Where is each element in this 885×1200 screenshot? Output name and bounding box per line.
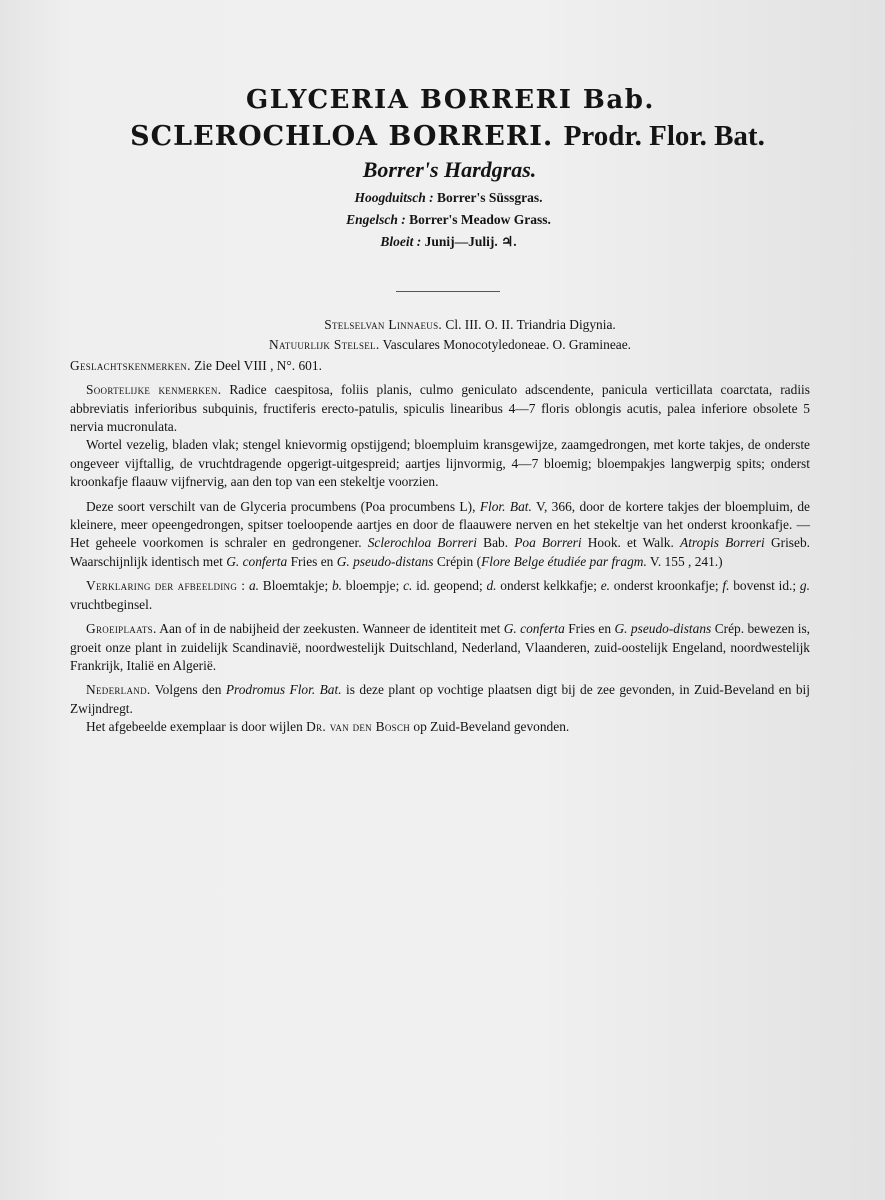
netherlands-text-a: Volgens den [154, 682, 222, 698]
synonym-authority: Griseb. Waarschijnlijk identisch met [70, 535, 810, 569]
natural-system [90, 336, 810, 354]
reference-pages: V. 155 , 241.) [649, 553, 723, 569]
figure-key: c. [403, 578, 413, 594]
figure-key: e. [600, 578, 611, 594]
genus-text: Zie Deel VIII , N°. 601. [194, 357, 322, 373]
habitat-text-a: Aan of in de nabijheid der zeekusten. Wanneer de identiteit met [159, 621, 501, 637]
name-german-text: Borrer's Süssgras. [437, 190, 543, 205]
flora-reference: Flor. Bat. [479, 498, 532, 514]
habitat-species-pseudo-distans: G. pseudo-distans [614, 621, 712, 637]
figure-item: Bloemtakje; [262, 578, 329, 594]
header [0, 84, 885, 253]
name-english-text: Borrer's Meadow Grass. [409, 212, 551, 227]
common-name: Borrer's Hardgras. [362, 157, 537, 182]
figure-key: a. [248, 578, 260, 594]
natural-text: Vasculares Monocotyledoneae. O. Gramineae. [382, 337, 631, 353]
species-text: Radice caespitosa, foliis planis, culmo geniculato adscendente, panicula verticillata coarctata, radiis abbreviatis inferioribus subquinis, fructiferis erecto-patulis, spiculis linearibus 4—7 floris oblongis acutis, palea inferiore obsolete 5 nervia mucronulata. [70, 382, 810, 435]
figure-item: bloempje; [345, 578, 400, 594]
netherlands-paragraph [70, 681, 810, 718]
collector-name: Dr. van den Bosch [306, 719, 411, 735]
figure-key: d. [486, 578, 497, 594]
linnaeus-label: Stelselvan Linnaeus. [324, 317, 443, 332]
figure-item: onderst kroonkafje; [613, 578, 719, 594]
figure-explanation [70, 577, 810, 614]
netherlands-text-b: is deze plant op vochtige plaatsen digt bij de zee gevonden, in Zuid-Beveland en bij Zwijndregt. [70, 682, 810, 716]
synonym-pseudo-distans: G. pseudo-distans [336, 553, 434, 569]
netherlands-label: Nederland. [86, 682, 151, 698]
habitat-species-conferta: G. conferta [503, 621, 565, 637]
synonym-conferta: G. conferta [226, 553, 288, 569]
main-text [70, 316, 810, 737]
habitat-paragraph [70, 620, 810, 675]
synonym-atropis: Atropis Borreri [680, 535, 765, 551]
figure-key: b. [331, 578, 343, 594]
difference-text-a: Deze soort verschilt van de Glyceria procumbens (Poa procumbens L), [86, 498, 476, 514]
figure-item: id. geopend; [416, 578, 483, 594]
natural-label: Natuurlijk Stelsel. [269, 337, 380, 353]
dutch-description: Wortel vezelig, bladen vlak; stengel knievormig opstijgend; bloempluim kransgewijze, zaamgedrongen, met korte takjes, de onderste ongeveer vijftallig, de vruchtdragende opgerigt-uitgespreid; aartjes lijnvormig, 4—7 bloemig; bloempakjes langwerpig spits; onderst kroonkafje flaauw vijfnervig, aan den top van een stekeltje voorzien. [70, 437, 810, 490]
specimen-text-a: Het afgebeelde exemplaar is door wijlen [86, 719, 303, 735]
species-paragraph [70, 381, 810, 436]
flore-belge-reference: Flore Belge étudiée par fragm. [481, 553, 647, 569]
figure-key: g. [799, 578, 810, 594]
figure-item: vruchtbeginsel. [70, 596, 153, 612]
synonym-authority: Fries en [290, 553, 334, 569]
divider-rule [396, 291, 500, 292]
habitat-text-c: Crép. bewezen is, groeit onze plant in zuidelijk Scandinavië, noordwestelijk Duitschland, Nederland, Vlaanderen, zuid-oostelijk Engeland, noordwestelijk Frankrijk, Italië en Algerië. [70, 621, 810, 673]
name-english-lang: Engelsch : [346, 212, 406, 227]
title-line-2 [10, 120, 885, 153]
figure-item: bovenst id.; [733, 578, 797, 594]
synonym-sclerochloa: Sclerochloa Borreri [367, 535, 477, 551]
synonym-authority: Crépin ( [436, 553, 482, 569]
specimen-text-b: op Zuid-Beveland gevonden. [413, 719, 570, 735]
habitat-text-b: Fries en [568, 621, 612, 637]
name-english [12, 209, 885, 231]
flowering-text: Junij—Julij. ♃. [424, 234, 517, 249]
difference-text-b: V, 366, door de kortere takjes der bloempluim, de kleinere, meer opeengedrongen, spitser toeloopende aartjes en door de flaauwere nerven en het stekeltje van het onderst kroonkafje. — Het geheele voorkomen is schraler en gedrongener. [70, 498, 810, 551]
genus-paragraph [70, 357, 810, 375]
habitat-label: Groeiplaats. [86, 621, 157, 637]
genus-label: Geslachtskenmerken. [70, 357, 191, 373]
figure-key: f. [722, 578, 730, 594]
synonym-authority: Hook. et Walk. [587, 535, 674, 551]
title-line-2-main: SCLEROCHLOA BORRERI. [130, 121, 554, 152]
flowering-label: Bloeit : [380, 234, 422, 249]
specimen-paragraph [70, 718, 810, 736]
figure-label: Verklaring der afbeelding : [86, 578, 246, 594]
figure-item: onderst kelkkafje; [500, 578, 597, 594]
species-label: Soortelijke kenmerken. [86, 382, 222, 398]
linnaeus-text: Cl. III. O. II. Triandria Digynia. [445, 317, 616, 332]
synonym-poa: Poa Borreri [514, 535, 582, 551]
name-german-lang: Hoogduitsch : [354, 190, 434, 205]
title-line-2-suffix: Prodr. Flor. Bat. [563, 120, 765, 152]
linnaeus-system [130, 316, 810, 334]
title-line-1: GLYCERIA BORRERI Bab. [246, 85, 655, 115]
synonym-authority: Bab. [483, 535, 509, 551]
flowering-time [12, 231, 885, 253]
prodromus-reference: Prodromus Flor. Bat. [225, 682, 342, 698]
difference-paragraph [70, 498, 810, 572]
name-german [12, 187, 885, 209]
